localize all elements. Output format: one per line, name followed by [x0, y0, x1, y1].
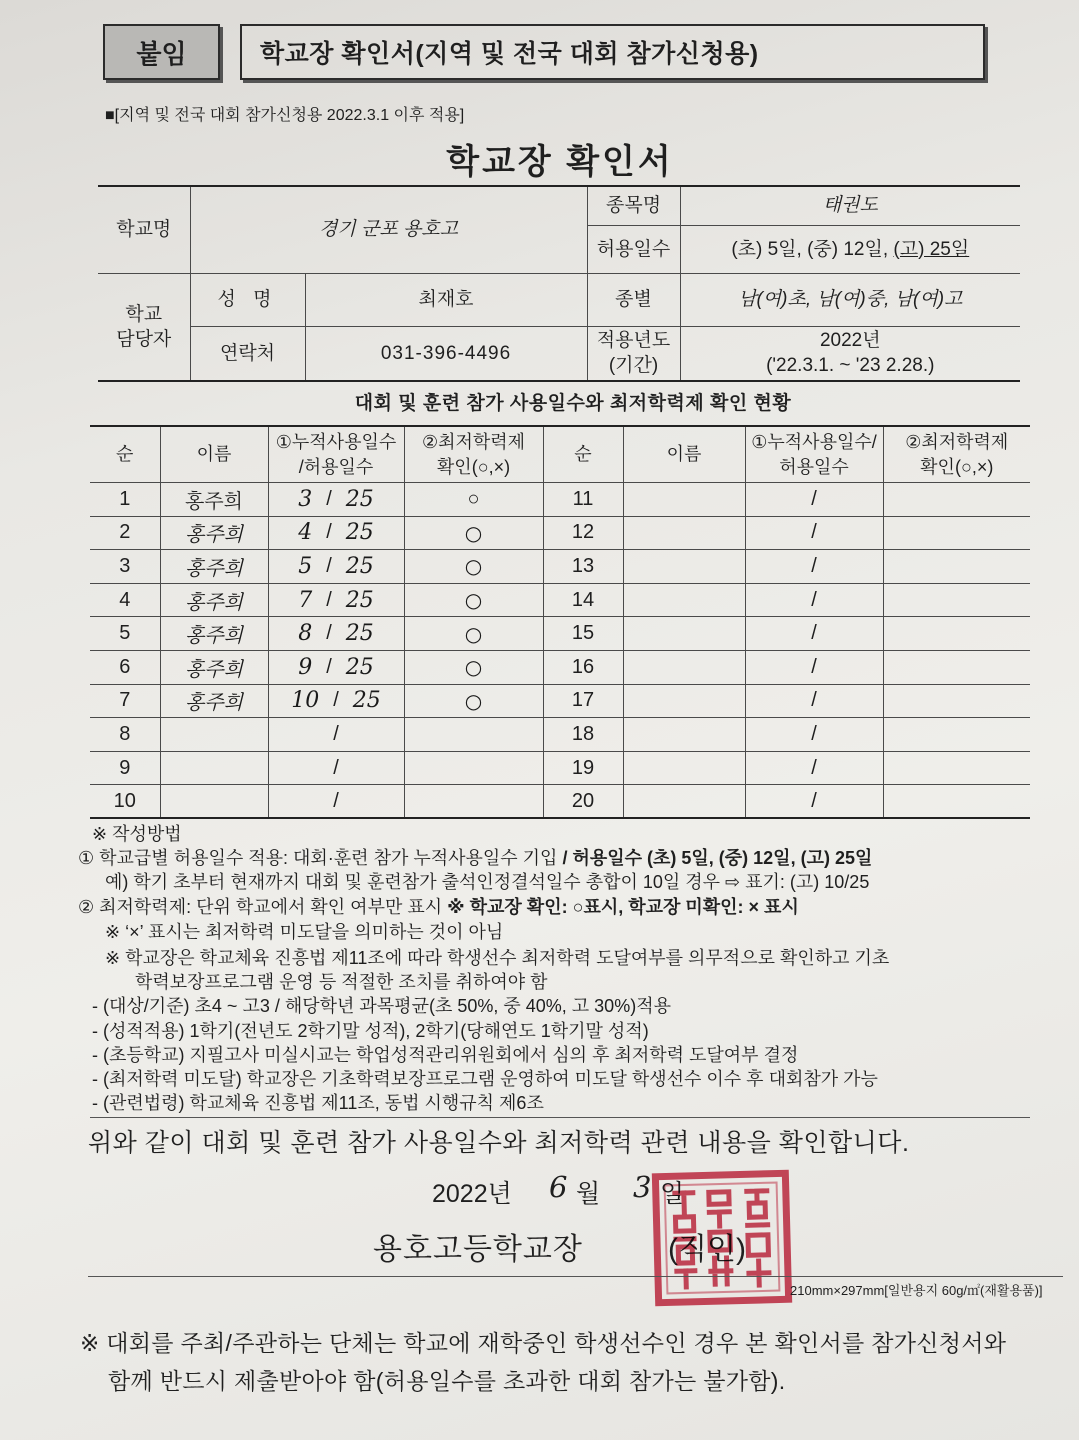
header-cumulative-days-right-line1: ①누적사용일수/	[751, 431, 877, 452]
student-name: 홍주희	[160, 550, 268, 584]
header-minimum-academic-line2: 확인(○,×)	[436, 456, 511, 477]
days-slash: /	[811, 722, 817, 745]
cumulative-days-cell	[268, 718, 404, 752]
cumulative-days-cell	[745, 718, 883, 752]
row-number: 8	[90, 718, 160, 752]
row-number: 5	[90, 617, 160, 651]
applicable-year-label-line2: (기간)	[608, 355, 659, 377]
days-used: 8	[298, 621, 313, 647]
minimum-academic-check: ○	[404, 516, 543, 550]
days-allowed: 25	[345, 486, 374, 512]
header-minimum-academic-right-line2: 확인(○,×)	[920, 456, 994, 477]
cumulative-days-cell	[268, 650, 404, 684]
header-minimum-academic-right-line1: ②최저학력제	[905, 431, 1009, 452]
minimum-academic-check	[883, 617, 1030, 651]
days-slash: /	[811, 588, 817, 611]
instruction-item-2-text: ② 최저학력제: 단위 학교에서 확인 여부만 표시	[78, 897, 448, 917]
minimum-academic-check	[883, 483, 1030, 517]
cumulative-days	[269, 655, 404, 680]
date-day: 3	[633, 1170, 652, 1204]
days-allowed: 25	[345, 553, 374, 579]
instruction-item-2-emphasis: ※ 학교장 확인: ○표시, 학교장 미확인: × 표시	[447, 897, 799, 917]
cumulative-days	[269, 723, 404, 746]
official-seal-image	[650, 1168, 794, 1308]
minimum-academic-check	[404, 785, 543, 819]
row-number: 13	[543, 550, 623, 584]
days-used: 5	[298, 553, 313, 579]
form-title-box: 학교장 확인서(지역 및 전국 대회 참가신청용)	[240, 24, 985, 80]
applicable-year-value	[680, 326, 1020, 381]
header-no-right: 순	[543, 426, 623, 483]
days-slash: /	[326, 655, 332, 678]
student-name	[160, 751, 268, 785]
school-manager-label-line2: 담당자	[116, 328, 172, 350]
student-name	[623, 751, 745, 785]
days-slash: /	[811, 655, 817, 678]
student-name	[623, 550, 745, 584]
category-label: 종별	[587, 273, 680, 326]
days-allowed: 25	[345, 587, 374, 613]
days-slash: /	[811, 487, 817, 510]
student-name	[623, 684, 745, 718]
table-row	[90, 751, 1030, 785]
days-slash: /	[326, 487, 332, 510]
row-number: 18	[543, 718, 623, 752]
instructions-divider	[90, 1117, 1030, 1118]
cumulative-days-cell	[745, 650, 883, 684]
paper-spec: 210mm×297mm[일반용지 60g/㎡(재활용품)]	[790, 1283, 1043, 1298]
days-allowed: 25	[345, 621, 374, 647]
applicable-year-label-line1: 적용년도	[596, 330, 671, 352]
student-name	[623, 650, 745, 684]
instruction-item-2	[78, 895, 1003, 919]
allowed-days-high: (고) 25일	[893, 238, 970, 260]
cumulative-days-cell	[268, 617, 404, 651]
table-row	[90, 516, 1030, 550]
confirmation-statement: 위와 같이 대회 및 훈련 참가 사용일수와 최저학력 관련 내용을 확인합니다.	[88, 1129, 910, 1157]
header-no: 순	[90, 426, 160, 483]
document-title: 학교장 확인서	[446, 143, 674, 181]
minimum-academic-check: ○	[404, 617, 543, 651]
contact-value: 031-396-4496	[305, 326, 587, 381]
instruction-item-1-text: ① 학교급별 허용일수 적용: 대회·훈련 참가 누적사용일수 기입	[78, 848, 563, 868]
row-number: 10	[90, 785, 160, 819]
row-number: 12	[543, 516, 623, 550]
attachment-label-box: 붙임	[103, 24, 220, 80]
header-name: 이름	[160, 426, 268, 483]
row-number: 14	[543, 583, 623, 617]
footer-note-line1: ※ 대회를 주최/주관하는 단체는 학교에 재학중인 학생선수인 경우 본 확인서를 참가신청서와	[80, 1330, 1007, 1356]
criteria-item: - (초등학교) 지필고사 미실시교는 학업성적관리위원회에서 심의 후 최저학력 도달여부 결정	[92, 1045, 799, 1065]
table-header-row	[90, 426, 1030, 483]
participation-status-table	[90, 425, 1030, 819]
cumulative-days-cell	[268, 583, 404, 617]
student-name: 홍주희	[160, 483, 268, 517]
days-used: 9	[298, 654, 313, 680]
instructions-heading: ※ 작성방법	[92, 824, 182, 844]
cumulative-days	[746, 521, 883, 544]
days-slash: /	[811, 622, 817, 645]
row-number: 9	[90, 751, 160, 785]
instruction-remark-1: ※ ‘×’ 표시는 최저학력 미도달을 의미하는 것이 아님	[105, 922, 504, 942]
criteria-item: - (관련법령) 학교체육 진흥법 제11조, 동법 시행규칙 제6조	[92, 1093, 544, 1113]
table-row	[90, 684, 1030, 718]
row-number: 6	[90, 650, 160, 684]
days-slash: /	[333, 789, 339, 812]
student-name	[623, 483, 745, 517]
applicable-year-label	[587, 326, 680, 381]
days-slash: /	[326, 554, 332, 577]
row-number: 4	[90, 583, 160, 617]
row-number: 19	[543, 751, 623, 785]
cumulative-days-cell	[745, 483, 883, 517]
cumulative-days-cell	[745, 550, 883, 584]
scope-note: ■[지역 및 전국 대회 참가신청용 2022.3.1 이후 적용]	[105, 107, 465, 124]
cumulative-days-cell	[268, 684, 404, 718]
days-slash: /	[811, 521, 817, 544]
days-allowed: 25	[345, 654, 374, 680]
row-number: 1	[90, 483, 160, 517]
header-minimum-academic-line1: ②최저학력제	[421, 431, 526, 452]
minimum-academic-check	[883, 718, 1030, 752]
cumulative-days	[269, 520, 404, 545]
student-name: 홍주희	[160, 516, 268, 550]
cumulative-days	[746, 790, 883, 813]
manager-name-value: 최재호	[305, 273, 587, 326]
category-value: 남(여)초, 남(여)중, 남(여)고	[680, 273, 1020, 326]
header-cumulative-days-line2: /허용일수	[298, 456, 374, 477]
days-used: 4	[298, 520, 313, 546]
applicable-period: ('22.3.1. ~ '23 2.28.)	[766, 355, 935, 377]
school-info-table	[98, 185, 1020, 382]
row-number: 3	[90, 550, 160, 584]
criteria-item: - (대상/기준) 초4 ~ 고3 / 해당학년 과목평균(초 50%, 중 40%, 고 30%)적용	[92, 996, 671, 1016]
days-slash: /	[333, 722, 339, 745]
student-name	[623, 516, 745, 550]
manager-name-label: 성 명	[190, 273, 305, 326]
cumulative-days-cell	[745, 516, 883, 550]
footer-note-line2: 함께 반드시 제출받아야 함(허용일수를 초과한 대회 참가는 불가함).	[108, 1368, 786, 1394]
student-name	[623, 617, 745, 651]
cumulative-days	[269, 790, 404, 813]
cumulative-days	[746, 488, 883, 511]
row-number: 7	[90, 684, 160, 718]
table-row	[90, 583, 1030, 617]
minimum-academic-check	[883, 684, 1030, 718]
cumulative-days-cell	[268, 751, 404, 785]
seal-placeholder-label: (직인)	[668, 1233, 746, 1266]
days-slash: /	[326, 588, 332, 611]
instruction-example: 예) 학기 초부터 현재까지 대회 및 훈련참가 출석인정결석일수 총합이 10일 경우 ⇨ 표기: (고) 10/25	[105, 872, 870, 892]
row-number: 17	[543, 684, 623, 718]
minimum-academic-check	[883, 650, 1030, 684]
row-number: 2	[90, 516, 160, 550]
minimum-academic-check	[883, 583, 1030, 617]
minimum-academic-check: ○	[404, 583, 543, 617]
date-year: 2022년	[432, 1180, 512, 1208]
cumulative-days-cell	[268, 483, 404, 517]
days-slash: /	[811, 554, 817, 577]
days-slash: /	[333, 689, 339, 712]
status-table-body	[90, 483, 1030, 819]
school-name-label: 학교명	[98, 186, 190, 273]
student-name	[623, 718, 745, 752]
table-row	[90, 550, 1030, 584]
minimum-academic-check	[404, 751, 543, 785]
days-slash: /	[326, 521, 332, 544]
student-name: 홍주희	[160, 684, 268, 718]
cumulative-days-cell	[745, 751, 883, 785]
row-number: 16	[543, 650, 623, 684]
minimum-academic-check: ○	[404, 650, 543, 684]
cumulative-days	[746, 723, 883, 746]
student-name	[160, 785, 268, 819]
minimum-academic-check: ○	[404, 550, 543, 584]
header-minimum-academic-right	[883, 426, 1030, 483]
cumulative-days-cell	[745, 617, 883, 651]
school-manager-label-line1: 학교	[125, 303, 163, 325]
official-seal	[650, 1168, 794, 1308]
principal-title: 용호고등학교장	[373, 1233, 583, 1266]
days-slash: /	[811, 689, 817, 712]
header-cumulative-days-line1: ①누적사용일수	[275, 431, 397, 452]
row-number: 15	[543, 617, 623, 651]
sport-label: 종목명	[587, 186, 680, 225]
school-name-value: 경기 군포 용호고	[190, 186, 587, 273]
allowed-days-label: 허용일수	[587, 225, 680, 273]
status-heading: 대회 및 훈련 참가 사용일수와 최저학력제 확인 현황	[354, 393, 792, 414]
student-name: 홍주희	[160, 617, 268, 651]
cumulative-days	[746, 622, 883, 645]
row-number: 20	[543, 785, 623, 819]
minimum-academic-check	[883, 516, 1030, 550]
instruction-remark-2-line1: ※ 학교장은 학교체육 진흥법 제11조에 따라 학생선수 최저학력 도달여부를 의무적으로 확인하고 기초	[105, 948, 890, 968]
table-row	[90, 650, 1030, 684]
days-slash: /	[326, 622, 332, 645]
cumulative-days	[746, 555, 883, 578]
minimum-academic-check	[883, 550, 1030, 584]
student-name: 홍주희	[160, 650, 268, 684]
instruction-item-1	[78, 846, 1046, 870]
instruction-remark-2-line2: 학력보장프로그램 운영 등 적절한 조치를 취하여야 함	[135, 972, 548, 992]
cumulative-days	[269, 757, 404, 780]
cumulative-days-cell	[268, 516, 404, 550]
minimum-academic-check: ○	[404, 483, 543, 517]
header-minimum-academic	[404, 426, 543, 483]
cumulative-days	[746, 689, 883, 712]
applicable-year: 2022년	[819, 330, 881, 352]
days-used: 10	[291, 688, 320, 714]
student-name: 홍주희	[160, 583, 268, 617]
student-name	[623, 583, 745, 617]
cumulative-days-cell	[745, 583, 883, 617]
minimum-academic-check	[883, 785, 1030, 819]
header-name-right: 이름	[623, 426, 745, 483]
cumulative-days	[746, 757, 883, 780]
cumulative-days	[269, 554, 404, 579]
criteria-item: - (최저학력 미도달) 학교장은 기초학력보장프로그램 운영하여 미도달 학생선수 이수 후 대회참가 가능	[92, 1069, 878, 1089]
days-slash: /	[811, 789, 817, 812]
header-cumulative-days-right-line2: 허용일수	[779, 456, 849, 477]
cumulative-days-cell	[268, 785, 404, 819]
criteria-item: - (성적적용) 1학기(전년도 2학기말 성적), 2학기(당해연도 1학기말 성적)	[92, 1021, 649, 1041]
sport-value: 태권도	[680, 186, 1020, 225]
days-used: 7	[298, 587, 313, 613]
cumulative-days-cell	[745, 684, 883, 718]
table-row	[90, 785, 1030, 819]
student-name	[623, 785, 745, 819]
minimum-academic-check: ○	[404, 684, 543, 718]
days-allowed: 25	[345, 520, 374, 546]
cumulative-days-cell	[745, 785, 883, 819]
days-slash: /	[811, 756, 817, 779]
date-month: 6	[549, 1170, 568, 1204]
days-allowed: 25	[352, 688, 381, 714]
allowed-days-elementary-middle: (초) 5일, (중) 12일,	[731, 238, 894, 260]
date-month-unit: 월	[576, 1180, 601, 1208]
minimum-academic-check	[883, 751, 1030, 785]
table-row	[90, 483, 1030, 517]
days-slash: /	[333, 756, 339, 779]
cumulative-days	[269, 487, 404, 512]
minimum-academic-check	[404, 718, 543, 752]
cumulative-days	[746, 656, 883, 679]
table-row	[90, 617, 1030, 651]
row-number: 11	[543, 483, 623, 517]
header-cumulative-days-right	[745, 426, 883, 483]
cumulative-days	[269, 621, 404, 646]
student-name	[160, 718, 268, 752]
signature-divider	[88, 1276, 1063, 1277]
days-used: 3	[298, 486, 313, 512]
cumulative-days	[269, 688, 404, 713]
table-row	[90, 718, 1030, 752]
instruction-item-1-emphasis: / 허용일수 (초) 5일, (중) 12일, (고) 25일	[562, 848, 873, 868]
cumulative-days-cell	[268, 550, 404, 584]
allowed-days-value	[680, 225, 1020, 273]
school-manager-label	[98, 273, 190, 381]
contact-label: 연락처	[190, 326, 305, 381]
cumulative-days	[746, 589, 883, 612]
cumulative-days	[269, 588, 404, 613]
date-day-unit: 일	[660, 1180, 685, 1208]
header-cumulative-days	[268, 426, 404, 483]
